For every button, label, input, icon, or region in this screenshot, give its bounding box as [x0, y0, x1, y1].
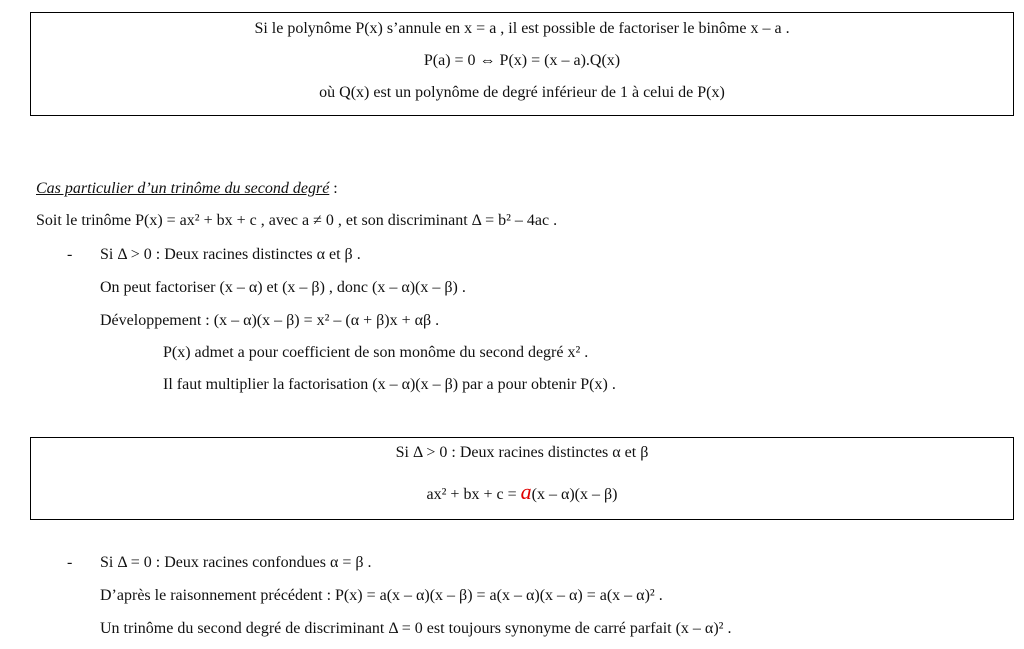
box1-line-3: où Q(x) est un polynôme de degré inférieur de 1 à celui de P(x)	[319, 84, 725, 101]
case1-develop-line: Développement : (x – α)(x – β) = x² – (α + β)x + αβ .	[100, 312, 440, 329]
section-title	[36, 179, 338, 199]
box2-formula-prefix: ax² + bx + c =	[426, 486, 521, 503]
box2-line-1: Si Δ > 0 : Deux racines distinctes α et β	[395, 444, 649, 461]
box1-line-2: P(a) = 0 ⇔ P(x) = (x – a).Q(x)	[423, 52, 621, 69]
case1-factor-line: On peut factoriser (x – α) et (x – β) , donc (x – α)(x – β) .	[100, 279, 466, 296]
box2-coefficient-a: a	[520, 479, 532, 504]
case2-conclusion-line: Un trinôme du second degré de discriminant Δ = 0 est toujours synonyme de carré parfait (x – α)² .	[100, 620, 732, 637]
case1-dash: -	[67, 246, 73, 263]
case1-heading: Si Δ > 0 : Deux racines distinctes α et β .	[100, 246, 361, 263]
box2-formula-suffix: (x – α)(x – β)	[531, 486, 618, 503]
case2-dash: -	[67, 554, 73, 571]
case1-coef-line: P(x) admet a pour coefficient de son monôme du second degré x² .	[163, 344, 589, 361]
case2-heading: Si Δ = 0 : Deux racines confondues α = β .	[100, 554, 372, 571]
intro-line: Soit le trinôme P(x) = ax² + bx + c , avec a ≠ 0 , et son discriminant Δ = b² – 4ac .	[36, 212, 558, 229]
box1-line-1: Si le polynôme P(x) s’annule en x = a , il est possible de factoriser le binôme x – a .	[254, 20, 790, 37]
section-title-text: Cas particulier d’un trinôme du second degré	[36, 180, 330, 197]
box2-line-2	[30, 480, 1014, 507]
section-title-suffix: :	[329, 180, 338, 197]
case2-reasoning-line: D’après le raisonnement précédent : P(x) = a(x – α)(x – β) = a(x – α)(x – α) = a(x – α)² .	[100, 587, 663, 604]
case1-multiply-line: Il faut multiplier la factorisation (x – α)(x – β) par a pour obtenir P(x) .	[163, 376, 616, 393]
